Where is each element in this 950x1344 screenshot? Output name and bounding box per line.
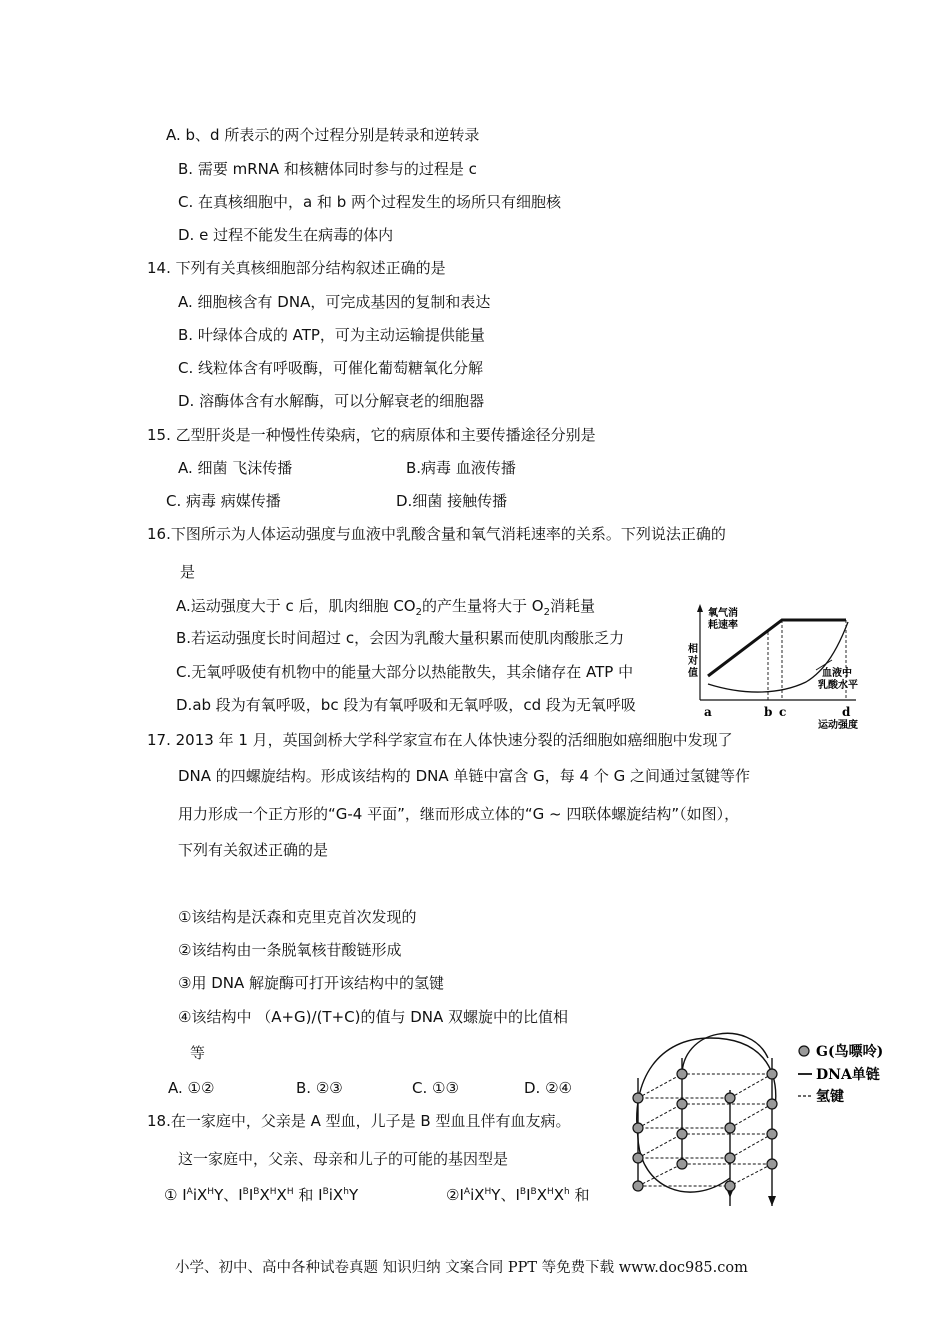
q15-stem: 15. 乙型肝炎是一种慢性传染病，它的病原体和主要传播途径分别是 [147, 426, 596, 444]
q17-option-d: D. ②④ [524, 1079, 572, 1097]
dna-strand-arc-left [637, 1038, 776, 1138]
q16-option-d: D.ab 段为有氧呼吸，bc 段为有氧呼吸和无氧呼吸，cd 段为无氧呼吸 [176, 696, 636, 714]
q17-option-c: C. ①③ [412, 1079, 459, 1097]
o2-label-2: 耗速率 [708, 620, 738, 631]
q16-stem: 16.下图所示为人体运动强度与血液中乳酸含量和氧气消耗速率的关系。下列说法正确的 [147, 525, 726, 543]
q16-exercise-graph [686, 596, 876, 734]
y-label-3: 值 [688, 668, 698, 679]
q17-statement-4: ④该结构中 （A+G)/(T+C)的值与 DNA 双螺旋中的比值相 [178, 1008, 569, 1026]
o2-label-1: 氧气消 [708, 608, 738, 619]
lactate-label-2: 乳酸水平 [818, 680, 858, 691]
x-tick-c: c [779, 705, 787, 719]
q18-stem: 18.在一家庭中，父亲是 A 型血，儿子是 B 型血且伴有血友病。 [147, 1112, 571, 1130]
lactate-label-1: 血液中 [822, 668, 852, 679]
q14-option-a: A. 细胞核含有 DNA，可完成基因的复制和表达 [178, 293, 491, 311]
q14-option-d: D. 溶酶体含有水解酶，可以分解衰老的细胞器 [178, 392, 485, 410]
q15-option-d: D.细菌 接触传播 [396, 492, 508, 510]
legend-g-icon [799, 1046, 809, 1056]
q13-option-a: A. b、d 所表示的两个过程分别是转录和逆转录 [166, 126, 480, 144]
q17-statement-2: ②该结构由一条脱氧核苷酸链形成 [178, 941, 402, 959]
legend-g-label: G(鸟嘌呤) [816, 1044, 884, 1060]
q13-option-d: D. e 过程不能发生在病毒的体内 [178, 226, 394, 244]
q14-option-b: B. 叶绿体合成的 ATP，可为主动运输提供能量 [178, 326, 485, 344]
q15-option-b: B.病毒 血液传播 [406, 459, 516, 477]
q17-statement-1: ①该结构是沃森和克里克首次发现的 [178, 908, 417, 926]
q16-option-a: A.运动强度大于 c 后，肌肉细胞 $CO_2$的产生量将大于 $O_2$消耗量 [176, 597, 595, 618]
q13-option-c: C. 在真核细胞中，a 和 b 两个过程发生的场所只有细胞核 [178, 193, 562, 211]
q15-option-c: C. 病毒 病媒传播 [166, 492, 281, 510]
x-tick-a: a [704, 705, 712, 719]
q17-option-a: A. ①② [168, 1079, 215, 1097]
q17-stem-line4: 下列有关叙述正确的是 [178, 841, 329, 859]
q15-option-a: A. 细菌 飞沫传播 [178, 459, 293, 477]
legend-chain-label: DNA单链 [816, 1067, 880, 1083]
q17-statement-4-continued: 等 [190, 1044, 206, 1062]
q13-option-b: B. 需要 mRNA 和核糖体同时参与的过程是 c [178, 160, 477, 178]
q18-choice-2: $②I^AiX^HY$、$I^BI^BX^HX^h$ 和 [446, 1186, 590, 1204]
q17-stem-line1: 17. 2013 年 1 月，英国剑桥大学科学家宣布在人体快速分裂的活细胞如癌细胞中发现了 [147, 731, 733, 749]
q14-stem: 14. 下列有关真核细胞部分结构叙述正确的是 [147, 259, 446, 277]
q18-stem-line2: 这一家庭中，父亲、母亲和儿子的可能的基因型是 [178, 1150, 509, 1168]
q17-stem-line2: DNA 的四螺旋结构。形成该结构的 DNA 单链中富含 G，每 4 个 G 之间通过氢键等作 [178, 767, 751, 785]
q18-choice-2-genotypes: $I^AiX^HY$、$I^BI^BX^HX^h$ 和 [459, 1186, 590, 1204]
legend-hbond-label: 氢键 [816, 1089, 844, 1105]
q18-choice-1: ① $I^AiX^HY$、$I^BI^BX^HX^H$ 和 $I^BiX^hY$ [164, 1186, 359, 1204]
q16-option-b: B.若运动强度长时间超过 c，会因为乳酸大量积累而使肌肉酸胀乏力 [176, 629, 625, 647]
q16-stem-continued: 是 [180, 563, 196, 581]
y-label-1: 相 [688, 644, 698, 655]
q17-option-b: B. ②③ [296, 1079, 343, 1097]
q16-option-c: C.无氧呼吸使有机物中的能量大部分以热能散失，其余储存在 ATP 中 [176, 663, 634, 681]
q17-statement-3: ③用 DNA 解旋酶可打开该结构中的氢键 [178, 974, 445, 992]
x-tick-d: d [842, 705, 851, 719]
y-label-2: 对 [688, 656, 698, 667]
x-axis-title: 运动强度 [818, 720, 858, 731]
q17-g-quadruplex-figure [620, 1018, 910, 1213]
x-tick-b: b [764, 705, 773, 719]
page-footer: 小学、初中、高中各种试卷真题 知识归纳 文案合同 PPT 等免费下载 www.doc985.com [175, 1260, 748, 1276]
dna-strand-arc-right [682, 1033, 768, 1078]
q14-option-c: C. 线粒体含有呼吸酶，可催化葡萄糖氧化分解 [178, 359, 484, 377]
q18-choice-1-genotypes: $I^AiX^HY$、$I^BI^BX^HX^H$ 和 $I^BiX^hY$ [182, 1186, 359, 1204]
q17-stem-line3: 用力形成一个正方形的“G-4 平面”，继而形成立体的“G ~ 四联体螺旋结构”（如图）， [178, 805, 740, 823]
